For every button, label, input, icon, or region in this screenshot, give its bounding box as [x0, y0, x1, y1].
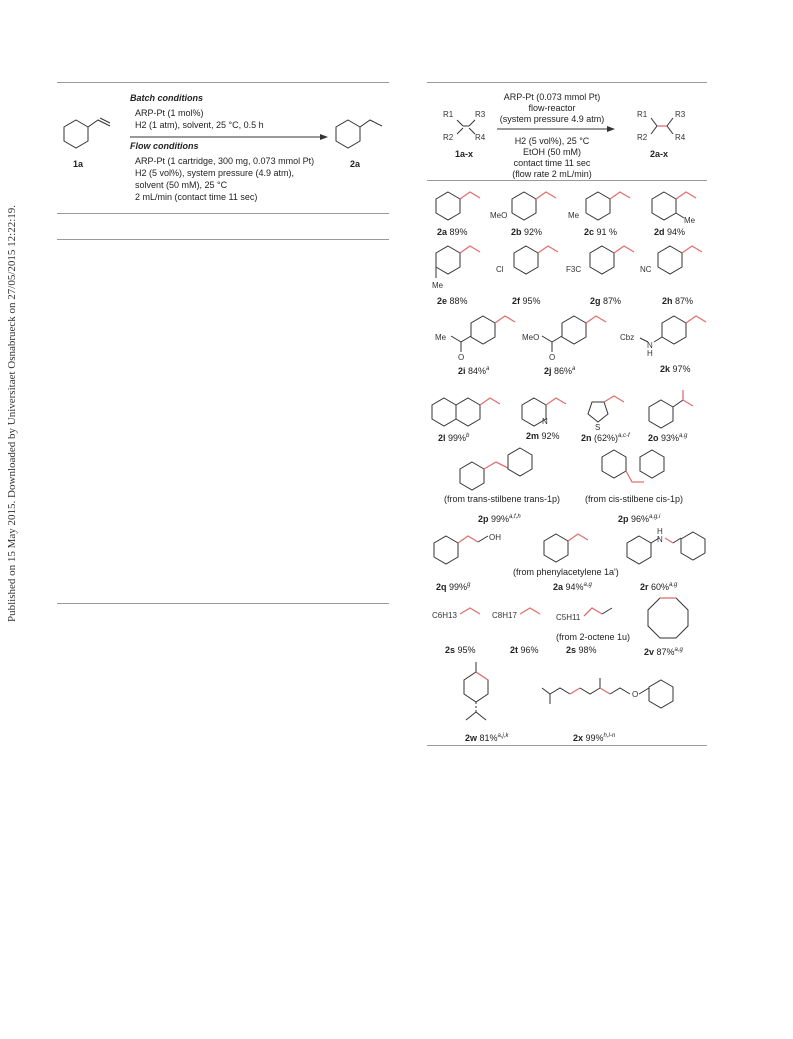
structure-2r [625, 526, 715, 571]
svg-text:N: N [542, 417, 548, 426]
structure-2h [640, 240, 710, 280]
structure-2s-octene [556, 598, 626, 628]
yield-2h: 2h 87% [662, 296, 694, 306]
svg-text:R2: R2 [637, 133, 648, 142]
yield-2c: 2c 91 % [584, 227, 618, 237]
svg-text:MeO: MeO [490, 211, 508, 220]
rule-top-right [427, 82, 707, 83]
note-cis-stilbene: (from cis-stilbene cis-1p) [585, 494, 684, 504]
note-2-octene: (from 2-octene 1u) [556, 632, 631, 642]
yield-2p-trans: 2p 99%$^{a,f,h}$ [478, 514, 521, 524]
structure-2c [568, 186, 643, 226]
rule-bottom-right [427, 745, 707, 746]
rule-bottom-left [57, 239, 389, 240]
structure-2g [566, 240, 646, 280]
structure-2a [432, 186, 492, 226]
yield-2e: 2e 88% [437, 296, 468, 306]
note-phenylacetylene: (from phenylacetylene 1a') [513, 567, 619, 577]
flow-line3: solvent (50 mM), 25 °C [135, 180, 228, 190]
rule-lower-left [57, 603, 389, 604]
svg-text:Cl: Cl [496, 265, 504, 274]
svg-text:C6H13: C6H13 [432, 611, 457, 620]
svg-text:N: N [657, 535, 663, 544]
yield-2w: 2w 81%$^{a,j,k}$ [465, 733, 509, 743]
svg-text:Cbz: Cbz [620, 333, 635, 342]
note-trans-stilbene: (from trans-stilbene trans-1p) [444, 494, 561, 504]
general-product-label: 2a-x [650, 149, 669, 159]
yield-2t: 2t 96% [510, 645, 539, 655]
structure-2o [645, 390, 705, 435]
structure-2x [540, 670, 710, 720]
yield-2s-from-octene: 2s 98% [566, 645, 597, 655]
flow-line4: 2 mL/min (contact time 11 sec) [135, 192, 258, 202]
yield-2o: 2o 93%$^{a,g}$ [648, 433, 688, 443]
svg-text:H: H [647, 349, 653, 358]
svg-text:Me: Me [435, 333, 447, 342]
download-notice: Published on 15 May 2015. Downloaded by Universitaet Osnabrueck on 27/05/2015 12:22:19. [6, 204, 18, 622]
svg-text:MeO: MeO [522, 333, 540, 342]
condition-line1: H2 (5 vol%), 25 °C [514, 136, 590, 146]
reaction-arrow-right [497, 124, 617, 134]
yield-2a-from-alkyne: 2a 94%$^{a,g}$ [553, 582, 592, 592]
structure-2k [620, 308, 715, 363]
structure-2d [648, 186, 708, 226]
svg-text:R1: R1 [443, 110, 454, 119]
structure-2j [522, 308, 617, 363]
yield-2g: 2g 87% [590, 296, 622, 306]
rule-top-left [57, 82, 389, 83]
svg-text:O: O [458, 353, 465, 362]
svg-text:O: O [549, 353, 556, 362]
styrene-structure [58, 108, 128, 158]
svg-text:R2: R2 [443, 133, 454, 142]
yield-2s: 2s 95% [445, 645, 476, 655]
ethylbenzene-structure [330, 108, 390, 158]
yield-2i: 2i 84%$^a$ [458, 366, 490, 376]
svg-text:C8H17: C8H17 [492, 611, 517, 620]
flow-line1: ARP-Pt (1 cartridge, 300 mg, 0.073 mmol Pt) [135, 156, 315, 166]
rule-header-right [427, 180, 707, 181]
condition-line2: EtOH (50 mM) [522, 147, 581, 157]
yield-2d: 2d 94% [654, 227, 686, 237]
svg-text:Me: Me [568, 211, 580, 220]
svg-text:R1: R1 [637, 110, 648, 119]
svg-text:R3: R3 [675, 110, 686, 119]
yield-2p-cis: 2p 96%$^{a,g,i}$ [618, 514, 661, 524]
reagent-line3: (system pressure 4.9 atm) [499, 114, 605, 124]
yield-2b: 2b 92% [511, 227, 543, 237]
structure-2q [430, 526, 520, 571]
structure-2t [492, 598, 552, 628]
yield-2l: 2l 99%$^b$ [438, 433, 470, 443]
structure-2m [518, 390, 578, 435]
svg-text:Me: Me [432, 281, 444, 290]
svg-text:R4: R4 [475, 133, 486, 142]
structure-2v [638, 594, 698, 649]
structure-2l [430, 390, 510, 430]
reactant-label: 1a [73, 159, 84, 169]
svg-text:S: S [595, 423, 601, 432]
yield-2f: 2f 95% [512, 296, 541, 306]
structure-2e [432, 240, 492, 295]
yield-2x: 2x 99%$^{h,l-n}$ [573, 733, 616, 743]
structure-2n [578, 390, 638, 435]
structure-2a-alkyne [540, 526, 600, 566]
yield-2a: 2a 89% [437, 227, 468, 237]
svg-text:H: H [657, 527, 663, 536]
general-reactant-label: 1a-x [455, 149, 474, 159]
structure-2p-cis [598, 444, 678, 494]
product-label: 2a [350, 159, 361, 169]
structure-2i [435, 308, 525, 363]
batch-heading: Batch conditions [130, 93, 204, 103]
svg-text:R4: R4 [675, 133, 686, 142]
condition-line3: contact time 11 sec [513, 158, 591, 168]
svg-text:Me: Me [684, 216, 696, 225]
structure-2b [490, 186, 570, 226]
svg-text:NC: NC [640, 265, 652, 274]
condition-line4: (flow rate 2 mL/min) [512, 169, 592, 179]
structure-2s [432, 598, 492, 628]
svg-text:C5H11: C5H11 [556, 613, 581, 622]
svg-text:OH: OH [489, 533, 501, 542]
rule-mid-left [57, 213, 389, 214]
svg-text:F3C: F3C [566, 265, 582, 274]
batch-line1: ARP-Pt (1 mol%) [135, 108, 204, 118]
yield-2j: 2j 86%$^a$ [544, 366, 576, 376]
flow-line2: H2 (5 vol%), system pressure (4.9 atm), [135, 168, 295, 178]
batch-line2: H2 (1 atm), solvent, 25 °C, 0.5 h [135, 120, 264, 130]
svg-text:N: N [647, 341, 653, 350]
alkane-structure [637, 108, 697, 148]
svg-text:O: O [632, 690, 639, 699]
reagent-line2: flow-reactor [528, 103, 576, 113]
structure-2w [450, 660, 510, 730]
svg-text:R3: R3 [475, 110, 486, 119]
yield-2q: 2q 99%$^g$ [436, 582, 471, 592]
yield-2n: 2n $(62\%)^{a,c-f}$ [581, 433, 630, 443]
reagent-line1: ARP-Pt (0.073 mmol Pt) [503, 92, 601, 102]
structure-2f [492, 240, 572, 280]
yield-2v: 2v 87%$^{a,g}$ [644, 647, 683, 657]
flow-heading: Flow conditions [130, 141, 199, 151]
yield-2m: 2m 92% [526, 431, 560, 441]
yield-2k: 2k 97% [660, 364, 691, 374]
structure-2p-trans [458, 444, 548, 494]
yield-2r: 2r 60%$^{a,g}$ [640, 582, 678, 592]
